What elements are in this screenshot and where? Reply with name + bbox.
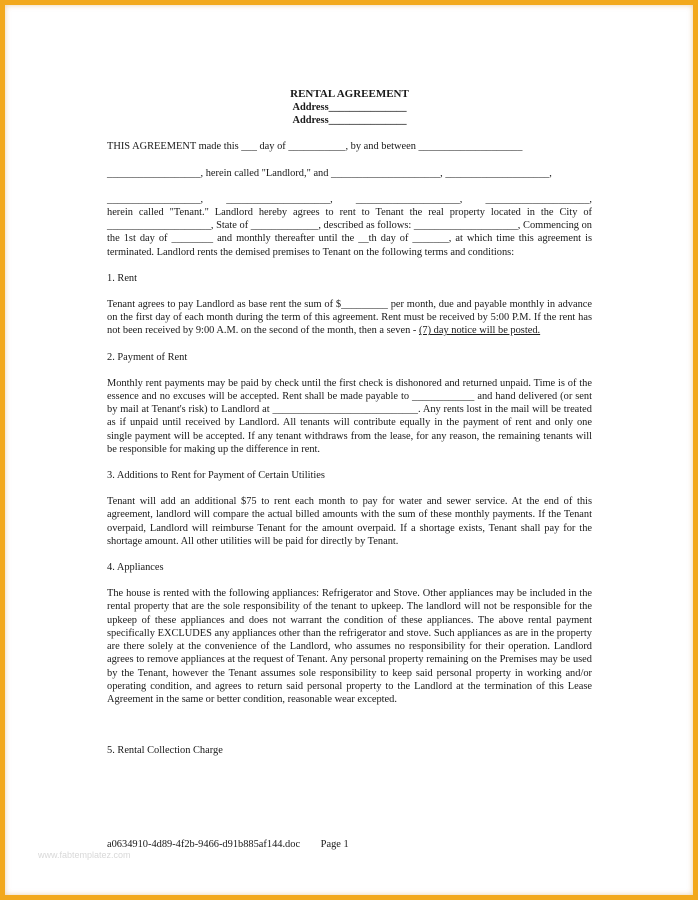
document-title: RENTAL AGREEMENT xyxy=(290,88,409,100)
intro-line-1: THIS AGREEMENT made this ___ day of ___________, by and between ____________________ xyxy=(107,141,523,153)
footer-filename: a0634910-4d89-4f2b-9466-d91b885af144.doc xyxy=(107,839,301,850)
section-4-heading: 4. Appliances xyxy=(107,562,164,574)
section-2-body: Monthly rent payments may be paid by check until the first check is dishonored and returned unpaid. Time is of the essence and no excuses will be accepted. Rent shall be made payable to ____________ and hand delivered (or sent by mail at Tenant's risk) to Landlord at ____________________________. Any rents lost in the mail will be treated as if unpaid until received by Landlord. All tenants will contribute equally in the payment of rent and only one single payment will be accepted. If any tenant withdraws from the lease, for any reason, the remaining tenants will be responsible for making up the difference in rent. xyxy=(107,377,592,455)
section-1-underlined-text: (7) day notice will be posted. xyxy=(418,325,541,337)
section-1-body xyxy=(107,298,592,338)
intro-line-3: __________________, ____________________, ____________________, ____________________, xyxy=(107,193,592,205)
section-3-heading: 3. Additions to Rent for Payment of Certain Utilities xyxy=(107,470,325,482)
address-line-2: Address_______________ xyxy=(292,115,407,127)
intro-line-2: __________________, herein called "Landlord," and _____________________, ____________________, xyxy=(107,167,552,179)
page-footer xyxy=(107,839,367,850)
watermark: www.fabtemplatez.com xyxy=(38,850,131,860)
document-page xyxy=(107,88,592,770)
section-3-body: Tenant will add an additional $75 to rent each month to pay for water and sewer service. At the end of this agreement, landlord will compare the actual billed amounts with the sum of these monthly payments. If the Tenant overpaid, Landlord will reimburse Tenant for the amount overpaid. If a shortage exists, Tenant shall pay for the shortage amount. All other utilities will be paid for directly by Tenant. xyxy=(107,496,592,547)
section-4-body: The house is rented with the following appliances: Refrigerator and Stove. Other appliances may be included in the rental property that are the sole responsibility of the tenant to upkeep. The landlord will not be responsible for the upkeep of these appliances and does not warrant the condition of these appliances. The above rental payment specifically EXCLUDES any appliances other than the refrigerator and stove. Such appliances as are in the property are there solely at the convenience of the Landlord, who assumes no responsibility for their operation. Landlord agrees to remove appliances at the request of Tenant. Any personal property remaining on the Premises may be used by the Tenant, however the Tenant assumes sole responsibility to keep said personal property in working and/or operating condition, and agrees to return said personal property to the Landlord at the termination of this Lease Agreement in the same or better condition, reasonable wear excepted. xyxy=(107,588,592,705)
intro-paragraph: herein called "Tenant." Landlord hereby agrees to rent to Tenant the real property located in the City of ____________________, State of _____________, described as follows: ____________________, Commencing on the 1st day of ________ and monthly thereafter until the __th day of _______, at which time this agreement is terminated. Landlord rents the demised premises to Tenant on the following terms and conditions: xyxy=(107,207,592,258)
footer-page-number: Page 1 xyxy=(320,839,349,850)
section-1-heading: 1. Rent xyxy=(107,272,138,284)
address-line-1: Address_______________ xyxy=(292,102,407,113)
section-2-heading: 2. Payment of Rent xyxy=(107,351,188,363)
section-5-heading: 5. Rental Collection Charge xyxy=(107,745,223,757)
section-1-text: Tenant agrees to pay Landlord as base rent the sum of $_________ per month, due and payable monthly in advance on the first day of each month during the term of this agreement. Rent must be received by 5:00 P.M. If the rent has not been received by 9:00 A.M. on the second of the month, then a seven - xyxy=(107,299,592,337)
